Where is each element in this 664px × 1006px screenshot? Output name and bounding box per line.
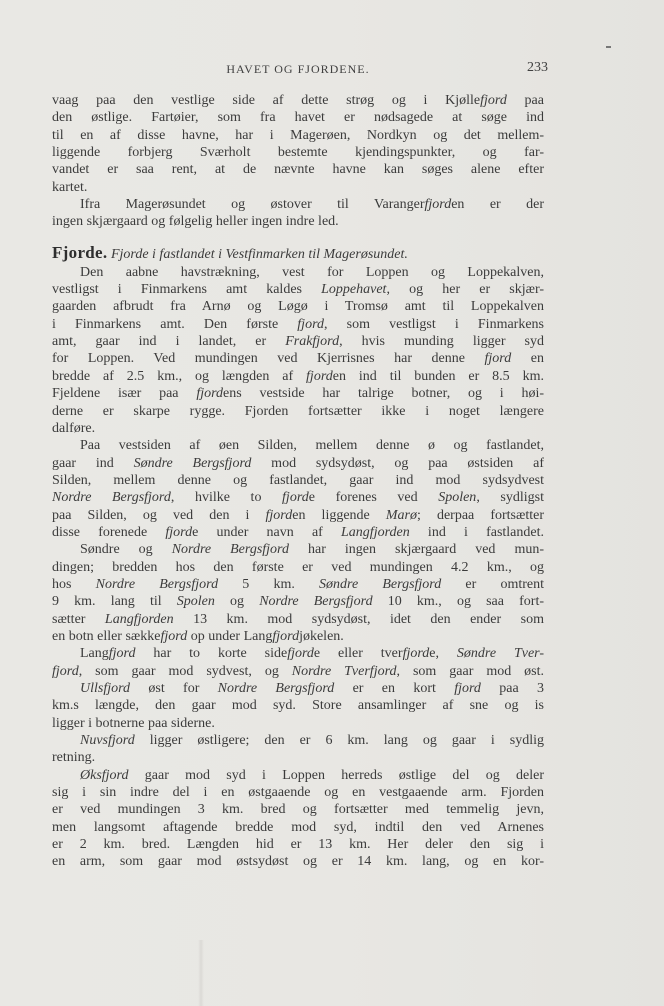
page-header — [52, 60, 548, 80]
italic-term: Spolen — [176, 594, 215, 610]
italic-term: fjord — [424, 197, 452, 213]
italic-term: Nordre Bergsfjord — [95, 576, 219, 592]
text-line: i Finmarkens amt. Den første fjord, som vestligst i Finmarkens — [52, 316, 544, 332]
heading-subtitle: Fjorde i fastlandet i Vestfinmarken til Magerøsundet. — [110, 246, 408, 262]
text-line: men langsomt aftagende bredde mod syd, indtil den ved Arnenes — [52, 819, 544, 835]
italic-term: Spolen — [438, 490, 477, 506]
text-line: for Loppen. Ved mundingen ved Kjerrisnes har denne fjord en — [52, 351, 544, 367]
text-line: Paa vestsiden af øen Silden, mellem denne ø og fastlandet, — [80, 438, 544, 454]
italic-term: Søndre Tver- — [456, 646, 544, 662]
text-line: km.s længde, den gaar mod syd. Store ansamlinger af sne og is — [52, 698, 544, 714]
italic-term: fjord — [402, 646, 430, 662]
text-line: ligger i botnerne paa siderne. — [52, 715, 215, 731]
paragraph-gap — [52, 231, 544, 244]
text-line: dingen; bredden hos den første er ved mundingen 4.2 km., og — [52, 559, 544, 575]
italic-term: fjord — [282, 490, 309, 506]
text-line: ingen skjærgaard og følgelig heller ingen indre led. — [52, 214, 339, 230]
text-line: en arm, som gaar mod østsydøst og er 14 km. lang, og en kor- — [52, 854, 544, 870]
italic-term: fjord — [484, 351, 512, 367]
running-title: HAVET OG FJORDENE. — [226, 62, 370, 76]
text-line: amt, gaar ind i landet, er Frakfjord, hvis munding ligger syd — [52, 334, 544, 350]
text-line: er ved mundingen 3 km. bred og fortsætter med temmelig jevn, — [52, 802, 544, 818]
text-line: bredde af 2.5 km., og længden af fjorden ind til bunden er 8.5 km. — [52, 368, 544, 384]
text-line: til en af disse havne, har i Magerøen, Nordkyn og det mellem- — [52, 127, 544, 143]
text-line: paa Silden, og ved den i fjorden liggende Marø; derpaa fortsætter — [52, 507, 544, 523]
italic-term: Nordre Tverfjord — [291, 663, 397, 679]
text-line: Den aabne havstrækning, vest for Loppen og Loppekalven, — [80, 264, 544, 280]
text-line: vandet er saa rent, at de nævnte havne kan søges alene efter — [52, 162, 544, 178]
italic-term: Frakfjord — [285, 334, 340, 350]
text-line: Silden, mellem denne og fastlandet, gaar ind mod sydsydvest — [52, 472, 544, 488]
italic-term: Søndre Bergsfjord — [319, 576, 442, 592]
text-line: er 2 km. bred. Længden hid er 13 km. Her deler den sig i — [52, 837, 544, 853]
print-mark — [606, 46, 611, 48]
italic-term: Øksfjord — [80, 767, 129, 783]
italic-term: Langfjorden — [104, 611, 174, 627]
italic-term: fjord — [108, 646, 136, 662]
text-line: gaarden afbrudt fra Arnø og Løgø i Tromsø amt til Loppekalven — [52, 299, 544, 315]
italic-term: fjord — [454, 681, 481, 696]
italic-term: fjord — [160, 628, 188, 644]
text-line: disse forenede fjorde under navn af Langfjorden ind i fastlandet. — [52, 524, 544, 540]
italic-term: Langfjorden — [341, 524, 410, 540]
italic-term: fjord — [52, 663, 79, 679]
heading-word: Fjorde. — [52, 243, 108, 262]
text-line: Langfjord har to korte sidefjorde eller tverfjorde, Søndre Tver- — [80, 646, 544, 662]
text-line: Ifra Magerøsundet og østover til Varangerfjorden er der — [80, 197, 544, 213]
italic-term: Nordre Bergsfjord — [171, 542, 289, 558]
italic-term: fjord — [196, 386, 224, 402]
text-line: kartet. — [52, 179, 88, 195]
italic-term: fjord — [265, 507, 293, 523]
text-line: retning. — [52, 750, 96, 766]
text-line: Fjeldene især paa fjordens vestside har talrige botner, og i høi- — [52, 386, 544, 402]
italic-term: fjord — [480, 93, 507, 108]
italic-term: fjord — [165, 524, 193, 540]
section-heading — [52, 244, 544, 264]
text-line: vaag paa den vestlige side af dette strøg og i Kjøllefjord paa — [52, 93, 544, 108]
text-line: sig i sin indre del i en østgaaende og en vestgaaende arm. Fjorden — [52, 785, 544, 801]
italic-term: Nordre Bergsfjord — [217, 681, 335, 696]
text-line: Søndre og Nordre Bergsfjord har ingen skjærgaard ved mun- — [80, 542, 544, 558]
text-line: en botn eller sækkefjord op under Langfjordjøkelen. — [52, 628, 344, 644]
italic-term: Loppehavet — [321, 282, 387, 298]
text-line: sætter Langfjorden 13 km. mod sydsydøst, idet den ender som — [52, 611, 544, 627]
italic-term: fjord — [297, 316, 325, 332]
text-line: Ullsfjord øst for Nordre Bergsfjord er en kort fjord paa 3 — [80, 681, 544, 696]
italic-term: Marø — [385, 507, 417, 523]
italic-term: Nuvsfjord — [80, 733, 135, 749]
body-text — [52, 92, 544, 871]
italic-term: fjord — [306, 368, 333, 384]
page-number: 233 — [527, 60, 548, 75]
text-line: Nuvsfjord ligger østligere; den er 6 km. lang og gaar i sydlig — [80, 733, 544, 749]
italic-term: Ullsfjord — [80, 681, 131, 696]
text-line: vestligst i Finmarkens amt kaldes Loppehavet, og her er skjær- — [52, 282, 544, 298]
text-line: liggende forbjerg Sværholt bestemte kjendingspunkter, og far- — [52, 145, 544, 161]
text-line: 9 km. lang til Spolen og Nordre Bergsfjord 10 km., og saa fort- — [52, 594, 544, 610]
text-line: derne er skarpe rygge. Fjorden fortsætter ikke i noget længere — [52, 403, 544, 419]
text-line: Øksfjord gaar mod syd i Loppen herreds østlige del og deler — [80, 767, 544, 783]
text-line: dalføre. — [52, 420, 96, 436]
text-line: fjord, som gaar mod sydvest, og Nordre Tverfjord, som gaar mod øst. — [52, 663, 544, 679]
italic-term: Nordre Bergsfjord — [259, 594, 373, 610]
italic-term: fjord — [287, 646, 314, 662]
italic-term: fjord — [272, 628, 300, 644]
text-line: gaar ind Søndre Bergsfjord mod sydsydøst, og paa østsiden af — [52, 455, 544, 471]
text-line: Nordre Bergsfjord, hvilke to fjorde forenes ved Spolen, sydligst — [52, 490, 544, 506]
text-line: den østlige. Fartøier, som fra havet er nødsagede at søge ind — [52, 110, 544, 126]
page-fold-shadow — [198, 940, 204, 1006]
text-line: hos Nordre Bergsfjord 5 km. Søndre Bergsfjord er omtrent — [52, 576, 544, 592]
italic-term: Søndre Bergsfjord — [133, 455, 252, 471]
italic-term: Nordre Bergsfjord — [52, 490, 171, 506]
